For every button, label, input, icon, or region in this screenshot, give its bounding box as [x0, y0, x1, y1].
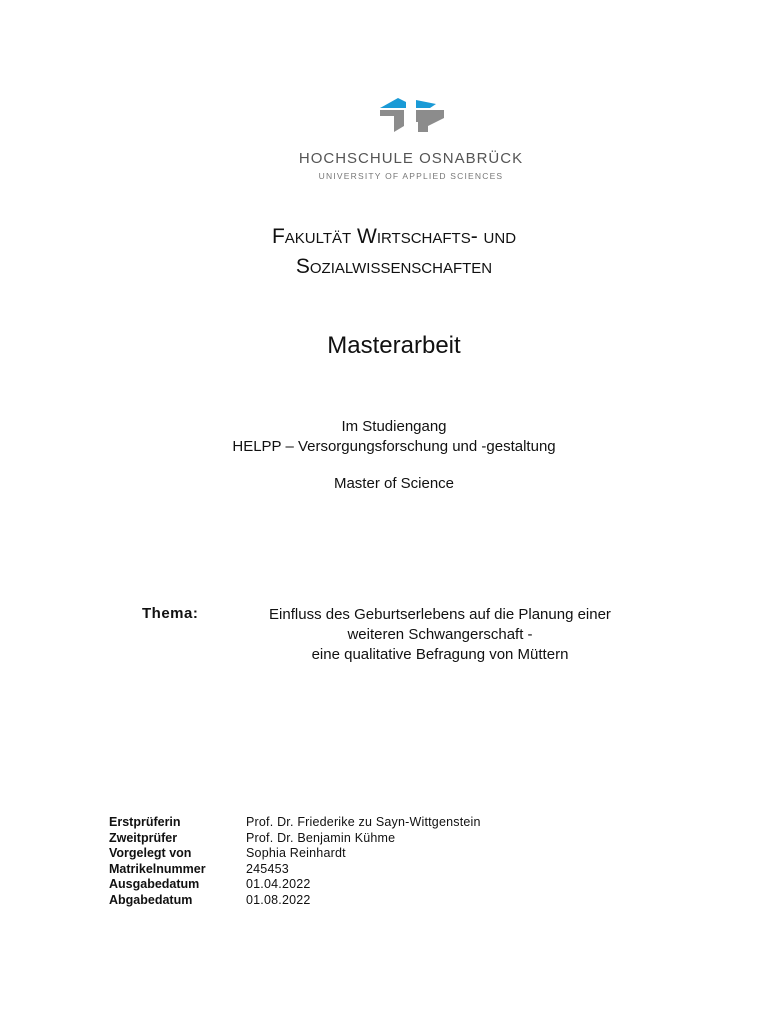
- university-logo-icon: [378, 96, 446, 136]
- faculty-title: [0, 222, 770, 282]
- university-name: HOCHSCHULE OSNABRÜCK: [298, 150, 524, 167]
- info-row: [109, 893, 481, 909]
- info-value: Sophia Reinhardt: [246, 846, 346, 860]
- info-row: [109, 877, 481, 893]
- university-subtitle: UNIVERSITY OF APPLIED SCIENCES: [318, 171, 504, 181]
- info-row: [109, 846, 481, 862]
- theme-text: [210, 605, 670, 665]
- info-label: Erstprüferin: [109, 815, 181, 829]
- info-row: [109, 862, 481, 878]
- info-value: Prof. Dr. Benjamin Kühme: [246, 830, 396, 845]
- study-program: [0, 417, 770, 457]
- info-table: [109, 815, 481, 908]
- faculty-line-1: Fakultät Wirtschafts- und: [271, 225, 517, 248]
- info-label: Matrikelnummer: [109, 861, 206, 876]
- degree: Master of Science: [333, 475, 455, 492]
- faculty-line-2: Sozialwissenschaften: [295, 255, 493, 278]
- info-value: 245453: [246, 861, 289, 876]
- info-value: 01.08.2022: [246, 892, 311, 907]
- info-row: [109, 831, 481, 847]
- theme-line-1: Einfluss des Geburtserlebens auf die Planung einer: [269, 606, 611, 623]
- theme-label: Thema:: [142, 605, 199, 622]
- info-value: 01.04.2022: [246, 877, 311, 891]
- document-type: Masterarbeit: [327, 332, 461, 359]
- info-value: Prof. Dr. Friederike zu Sayn-Wittgenstein: [246, 815, 481, 829]
- program-line-1: Im Studiengang: [341, 418, 447, 435]
- info-label: Zweitprüfer: [109, 830, 178, 845]
- info-label: Vorgelegt von: [109, 846, 192, 860]
- program-line-2: HELPP – Versorgungsforschung und -gestaltung: [232, 438, 556, 455]
- theme-line-3: eine qualitative Befragung von Müttern: [311, 646, 569, 663]
- info-label: Abgabedatum: [109, 892, 193, 907]
- theme-line-2: weiteren Schwangerschaft -: [347, 626, 533, 643]
- info-row: [109, 815, 481, 831]
- info-label: Ausgabedatum: [109, 877, 200, 891]
